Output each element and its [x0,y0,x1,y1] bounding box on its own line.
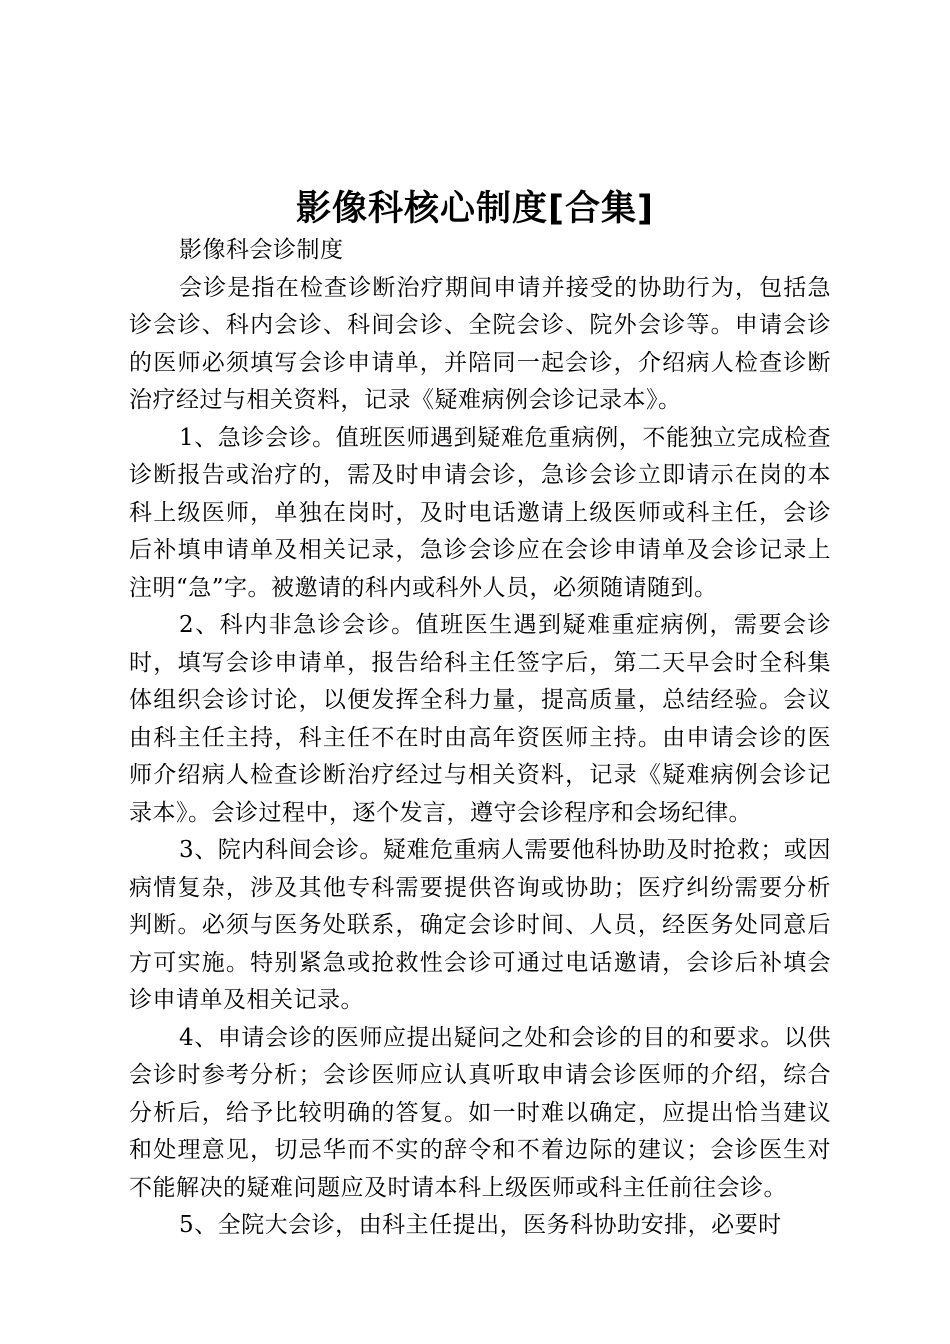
paragraph-item-1: 1、急诊会诊。值班医师遇到疑难危重病例，不能独立完成检查诊断报告或治疗的，需及时申请会诊，急诊会诊立即请示在岗的本科上级医师，单独在岗时，及时电话邀请上级医师或科主任，会诊后补填申请单及相关记录，急诊会诊应在会诊申请单及会诊记录上注明“急”字。被邀请的科内或科外人员，必须随请随到。 [129,424,831,601]
paragraph-item-2: 2、科内非急诊会诊。值班医生遇到疑难重症病例，需要会诊时，填写会诊申请单，报告给科主任签字后，第二天早会时全科集体组织会诊讨论，以便发挥全科力量，提高质量，总结经验。会议由科主任主持，科主任不在时由高年资医师主持。由申请会诊的医师介绍病人检查诊断治疗经过与相关资料，记录《疑难病例会诊记录本》。会诊过程中，逐个发言，遵守会诊程序和会场纪律。 [129,612,831,826]
page-title: 影像科核心制度[合集] [296,189,654,229]
paragraph-item-4: 4、申请会诊的医师应提出疑问之处和会诊的目的和要求。以供会诊时参考分析；会诊医师应认真听取申请会诊医师的介绍，综合分析后，给予比较明确的答复。如一时难以确定，应提出恰当建议和处理意见，切忌华而不实的辞令和不着边际的建议；会诊医生对不能解决的疑难问题应及时请本科上级医师或科主任前往会诊。 [129,1024,831,1201]
paragraph-item-5: 5、全院大会诊，由科主任提出，医务科协助安排，必要时 [179,1212,782,1238]
section-heading: 影像科会诊制度 [179,237,344,263]
paragraph-intro: 会诊是指在检查诊断治疗期间申请并接受的协助行为，包括急诊会诊、科内会诊、科间会诊、全院会诊、院外会诊等。申请会诊的医师必须填写会诊申请单，并陪同一起会诊，介绍病人检查诊断治疗经过与相关资料，记录《疑难病例会诊记录本》。 [129,274,831,413]
document-body [129,232,831,1245]
paragraph-item-3: 3、院内科间会诊。疑难危重病人需要他科协助及时抢救；或因病情复杂，涉及其他专科需要提供咨询或协助；医疗纠纷需要分析判断。必须与医务处联系，确定会诊时间、人员，经医务处同意后方可实施。特别紧急或抢救性会诊可通过电话邀请，会诊后补填会诊申请单及相关记录。 [129,837,831,1013]
